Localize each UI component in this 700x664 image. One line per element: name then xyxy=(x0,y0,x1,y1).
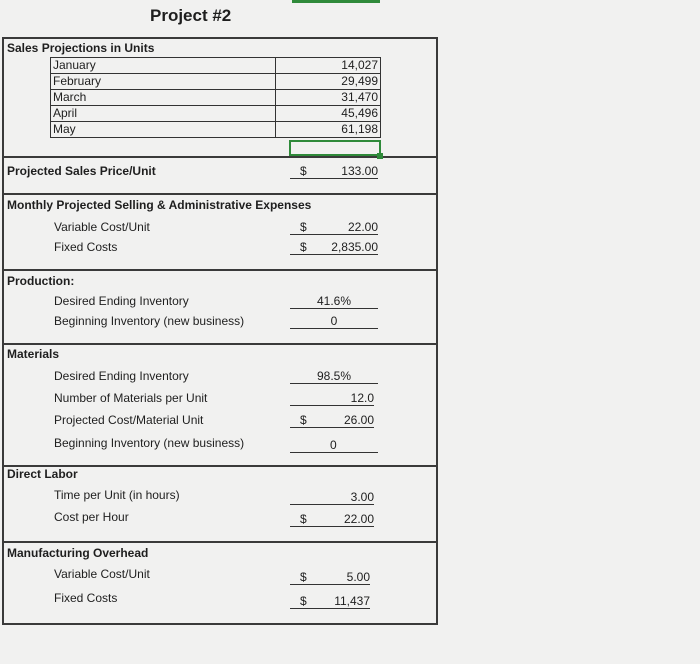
production-beginning-value[interactable]: 0 xyxy=(290,314,378,329)
overhead-header: Manufacturing Overhead xyxy=(7,546,149,560)
table-row xyxy=(51,90,381,106)
sga-variable-label: Variable Cost/Unit xyxy=(54,220,150,234)
production-ending-label: Desired Ending Inventory xyxy=(54,294,189,308)
overhead-variable-value[interactable]: 5.00 xyxy=(290,570,370,585)
sales-table xyxy=(50,57,381,138)
materials-per-unit-value[interactable]: 12.0 xyxy=(290,391,374,406)
table-row xyxy=(51,58,381,74)
sales-header: Sales Projections in Units xyxy=(7,41,155,55)
sga-fixed-currency: $ xyxy=(300,240,307,254)
sga-fixed-value[interactable]: 2,835.00 xyxy=(290,240,378,255)
table-row xyxy=(51,74,381,90)
overhead-fixed-currency: $ xyxy=(300,594,307,608)
selection-top-edge xyxy=(292,0,380,3)
units-cell[interactable]: 61,198 xyxy=(276,122,381,138)
materials-ending-label: Desired Ending Inventory xyxy=(54,369,189,383)
table-row xyxy=(51,106,381,122)
materials-ending-value[interactable]: 98.5% xyxy=(290,369,378,384)
fill-handle[interactable] xyxy=(377,153,383,159)
units-cell[interactable]: 14,027 xyxy=(276,58,381,74)
table-row xyxy=(51,122,381,138)
units-cell[interactable]: 31,470 xyxy=(276,90,381,106)
selected-cell[interactable] xyxy=(289,140,381,156)
sga-variable-currency: $ xyxy=(300,220,307,234)
materials-beginning-value[interactable]: 0 xyxy=(290,438,378,453)
labor-cost-label: Cost per Hour xyxy=(54,510,129,524)
materials-header: Materials xyxy=(7,347,60,361)
sga-variable-value[interactable]: 22.00 xyxy=(290,220,378,235)
overhead-variable-currency: $ xyxy=(300,570,307,584)
materials-cost-currency: $ xyxy=(300,413,307,427)
price-label: Projected Sales Price/Unit xyxy=(7,164,156,178)
labor-time-value[interactable]: 3.00 xyxy=(290,490,374,505)
overhead-fixed-value[interactable]: 11,437 xyxy=(290,594,370,609)
materials-per-unit-label: Number of Materials per Unit xyxy=(54,391,208,405)
overhead-fixed-label: Fixed Costs xyxy=(54,591,118,605)
units-cell[interactable]: 45,496 xyxy=(276,106,381,122)
units-cell[interactable]: 29,499 xyxy=(276,74,381,90)
production-ending-value[interactable]: 41.6% xyxy=(290,294,378,309)
materials-beginning-label: Beginning Inventory (new business) xyxy=(54,436,245,450)
price-currency: $ xyxy=(300,164,307,178)
labor-time-label: Time per Unit (in hours) xyxy=(54,488,180,502)
labor-cost-value[interactable]: 22.00 xyxy=(290,512,374,527)
materials-cost-label: Projected Cost/Material Unit xyxy=(54,413,204,427)
page-title: Project #2 xyxy=(150,6,232,25)
month-cell[interactable]: April xyxy=(51,106,276,122)
labor-header: Direct Labor xyxy=(7,467,78,481)
labor-cost-currency: $ xyxy=(300,512,307,526)
production-beginning-label: Beginning Inventory (new business) xyxy=(54,314,245,328)
price-value[interactable]: 133.00 xyxy=(290,164,378,179)
month-cell[interactable]: March xyxy=(51,90,276,106)
sga-fixed-label: Fixed Costs xyxy=(54,240,118,254)
materials-cost-value[interactable]: 26.00 xyxy=(290,413,374,428)
production-header: Production: xyxy=(7,274,75,288)
month-cell[interactable]: May xyxy=(51,122,276,138)
month-cell[interactable]: January xyxy=(51,58,276,74)
sga-header: Monthly Projected Selling & Administrative Expenses xyxy=(7,198,312,212)
overhead-variable-label: Variable Cost/Unit xyxy=(54,567,150,581)
month-cell[interactable]: February xyxy=(51,74,276,90)
